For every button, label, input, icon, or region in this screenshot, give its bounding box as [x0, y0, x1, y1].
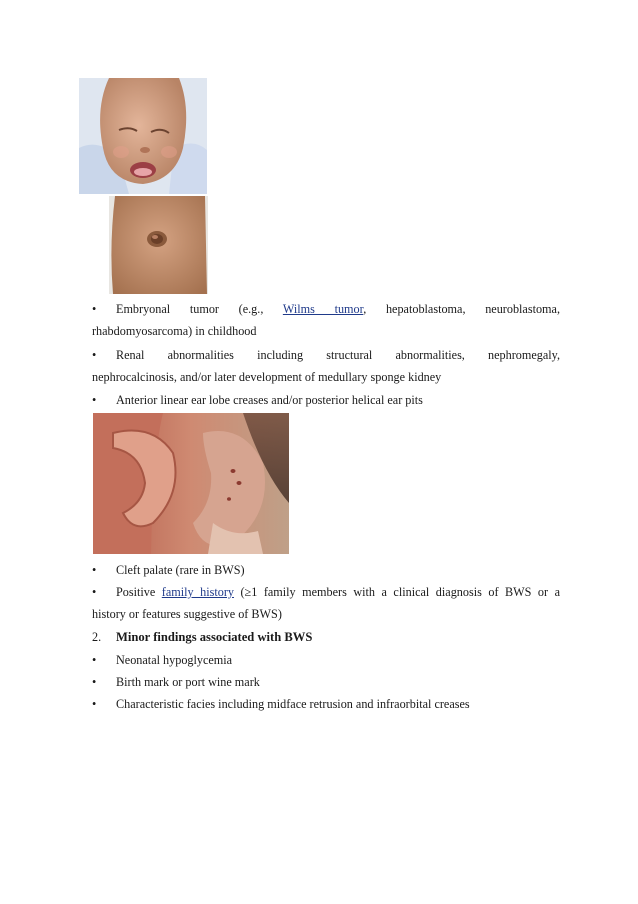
- minor-findings-heading: [92, 626, 560, 648]
- wilms-tumor-link[interactable]: Wilms tumor: [282, 302, 364, 316]
- bullet-continuation: history or features suggestive of BWS): [92, 607, 282, 621]
- ear-pits-photo: [93, 413, 289, 554]
- umbilicus-photo: [109, 196, 208, 294]
- section-title: Minor findings associated with BWS: [116, 630, 313, 644]
- bullet-birth-mark: • Birth mark or port wine mark: [92, 671, 560, 693]
- bullet-marker: •: [92, 697, 97, 711]
- bullet-ear-creases: • Anterior linear ear lobe creases and/or posterior helical ear pits: [92, 389, 560, 411]
- baby-face-photo: [79, 78, 207, 194]
- bullet-continuation: nephrocalcinosis, and/or later development of medullary sponge kidney: [92, 370, 442, 384]
- bullet-renal-abnormalities: • Renal abnormalities including structural abnormalities, nephromegaly, nephrocalcinosis, and/or later development of medullary sponge kidney: [92, 344, 560, 388]
- section-number: 2.: [92, 630, 102, 644]
- bullet-continuation: rhabdomyosarcoma) in childhood: [92, 324, 257, 338]
- bullet-cleft-palate: • Cleft palate (rare in BWS): [92, 559, 560, 581]
- bullet-marker: •: [92, 393, 97, 407]
- bullet-characteristic-facies: • Characteristic facies including midface retrusion and infraorbital creases: [92, 693, 560, 715]
- bullet-marker: •: [92, 563, 97, 577]
- bullet-marker: •: [92, 348, 97, 362]
- bullet-marker: •: [92, 653, 97, 667]
- bullet-marker: •: [92, 585, 97, 599]
- bullet-embryonal-tumor: • Embryonal tumor (e.g., Wilms tumor, hepatoblastoma, neuroblastoma, rhabdomyosarcoma) in childhood: [92, 298, 560, 342]
- bullet-neonatal-hypoglycemia: • Neonatal hypoglycemia: [92, 649, 560, 671]
- bullet-family-history: • Positive family history (≥1 family members with a clinical diagnosis of BWS or a history or features suggestive of BWS): [92, 581, 560, 625]
- family-history-link[interactable]: family history: [161, 585, 234, 599]
- bullet-marker: •: [92, 675, 97, 689]
- bullet-marker: •: [92, 302, 97, 316]
